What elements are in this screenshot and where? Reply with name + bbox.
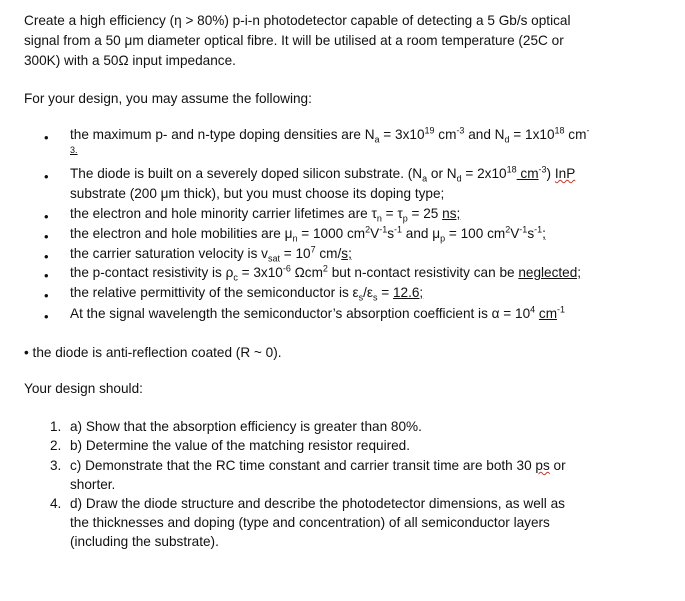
task-a: a) Show that the absorption efficiency is greater than 80%. <box>70 419 422 434</box>
task-number: 3. <box>50 458 62 473</box>
bullet-icon: • <box>44 229 49 244</box>
assumption-doping-cont: 3. <box>70 145 78 155</box>
intro-line-1: Create a high efficiency (η > 80%) p-i-n photodetector capable of detecting a 5 Gb/s optical <box>24 13 571 28</box>
bullet-icon: • <box>44 249 49 264</box>
bullet-icon: • <box>44 268 49 283</box>
assumption-mobilities: the electron and hole mobilities are $\mu_n = 1000$ $cm^2V^{-1}s^{-1}$ and $\mu_p = 100$ $cm^2V^{-1}s^{-1}$; <box>70 224 546 244</box>
bullet-icon: • <box>44 169 49 184</box>
bullet-icon: • <box>44 288 49 303</box>
bullet-icon: • <box>44 130 49 145</box>
task-number: 4. <box>50 496 62 511</box>
assumption-permittivity: the relative permittivity of the semiconductor is $\varepsilon_s/\varepsilon_s = 12.6$; <box>70 285 424 303</box>
assume-heading: For your design, you may assume the following: <box>24 91 312 106</box>
task-d-l2: the thicknesses and doping (type and concentration) of all semiconductor layers <box>70 515 550 530</box>
bullet-icon: • <box>44 209 49 224</box>
anti-reflection-note: • the diode is anti-reflection coated (R ~ 0). <box>24 345 282 360</box>
intro-line-3: 300K) with a 50Ω input impedance. <box>24 53 236 68</box>
intro-line-2: signal from a 50 μm diameter optical fibre. It will be utilised at a room temperature (25C or <box>24 33 564 48</box>
assumption-absorption: At the signal wavelength the semiconductor’s absorption coefficient is $\alpha = 10^4$ $cm^{-1}$ <box>70 304 566 321</box>
task-number: 1. <box>50 419 62 434</box>
assumption-contact-resistivity: the p-contact resistivity is $\rho_c = 3x10^{-6}$ Ωcm$^2$ but n-contact resistivity can be neglected; <box>70 263 582 283</box>
assumption-substrate-l2: substrate (200 μm thick), but you must choose its doping type; <box>70 186 445 201</box>
task-c-l2: shorter. <box>70 477 116 492</box>
assumption-doping: the maximum p- and n-type doping densities are $N_a = 3x10^{19}$ $cm^{-3}$ and $N_d = 1x10^{18}$ cm- <box>70 125 590 145</box>
assumption-substrate-l1: The diode is built on a severely doped silicon substrate. ($N_a$ or $N_d = 2x10^{18}$ $cm^{-3}$) InP <box>70 164 576 184</box>
design-heading: Your design should: <box>24 381 143 396</box>
assumption-lifetimes: the electron and hole minority carrier lifetimes are $\tau_n = \tau_p = 25$ ns; <box>70 206 461 224</box>
assumption-saturation-velocity: the carrier saturation velocity is $v_{sat} = 10^7$ cm/s; <box>70 244 352 264</box>
task-number: 2. <box>50 438 62 453</box>
bullet-icon: • <box>44 309 49 324</box>
task-b: b) Determine the value of the matching resistor required. <box>70 438 411 453</box>
task-c-l1: c) Demonstrate that the RC time constant and carrier transit time are both 30 ps or <box>70 458 566 473</box>
task-d-l1: d) Draw the diode structure and describe the photodetector dimensions, as well as <box>70 496 565 511</box>
task-d-l3: (including the substrate). <box>70 534 219 549</box>
